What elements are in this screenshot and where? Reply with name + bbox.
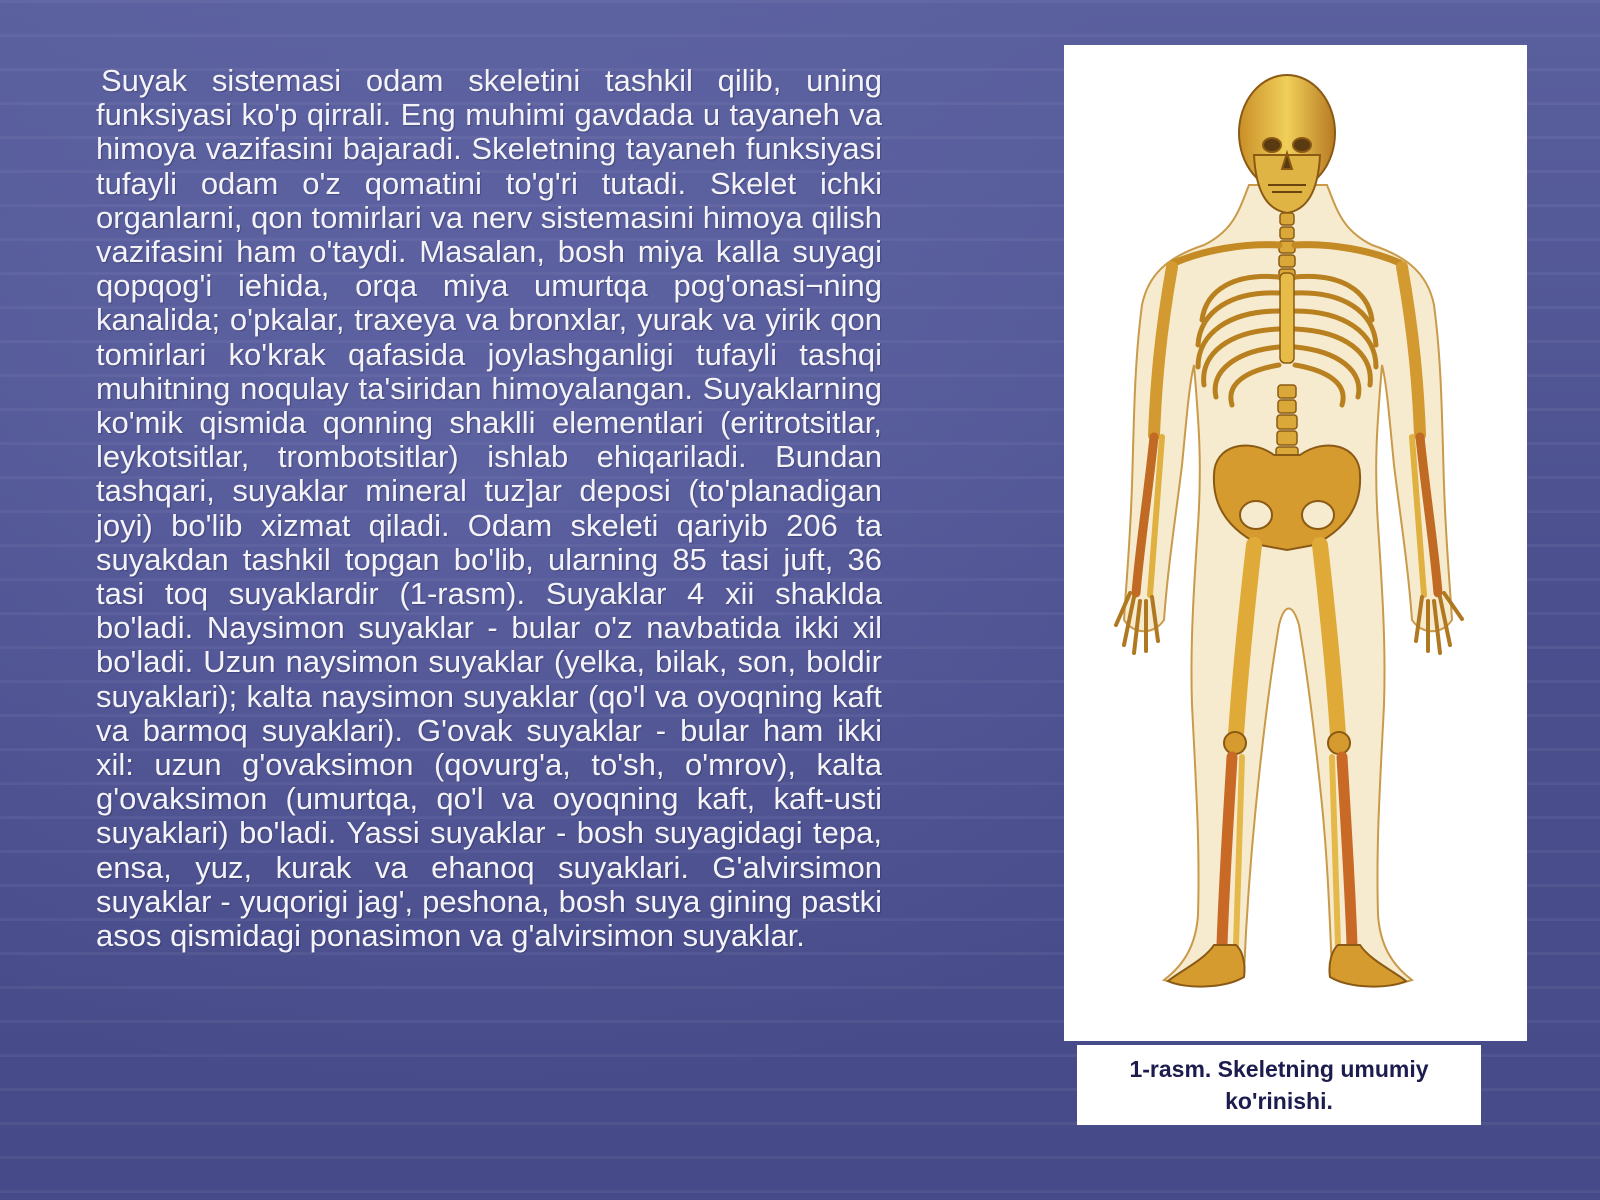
sternum <box>1280 273 1294 363</box>
figure-caption: 1-rasm. Skeletning umumiy ko'rinishi. <box>1077 1045 1481 1125</box>
skeleton-figure <box>1064 45 1527 1041</box>
body-paragraph: Suyak sistemasi odam skeletini tashkil qilib, uning funksiyasi ko'p qirrali. Eng muhimi gavdada u tayaneh va himoya vazifasini bajaradi. Skeletning tayaneh funksiyasi tufayli odam o'z qomatini to'g'ri tutadi. Skelet ichki organlarni, qon tomirlari va nerv sistemasini himoya qilish vazifasini ham o'taydi. Masalan, bosh miya kalla suyagi qopqog'i iehida, orqa miya umurtqa pog'onasi¬ning kanalida; o'pkalar, traxeya va bronxlar, yurak va yirik qon tomirlari ko'krak qafasida joylashganligi tufayli tashqi muhitning noqulay ta'siridan himoyalangan. Suyaklarning ko'mik qismida qonning shaklli elementlari (eritrotsitlar, leykotsitlar, trombotsitlar) ishlab ehiqariladi. Bundan tashqari, suyaklar mineral tuz]ar deposi (to'planadigan joyi) bo'lib xizmat qiladi. Odam skeleti qariyib 206 ta suyakdan tashkil topgan bo'lib, ularning 85 tasi juft, 36 tasi toq suyaklardir (1-rasm). Suyaklar 4 xii shaklda bo'ladi. Naysimon suyaklar - bular o'z navbatida ikki xil bo'ladi. Uzun naysimon suyaklar (yelka, bilak, son, boldir suyaklari); kalta naysimon suyaklar (qo'l va oyoqning kaft va barmoq suyaklari). G'ovak suyaklar - bular ham ikki xil: uzun g'ovaksimon (qovurg'a, to'sh, o'mrov), kalta g'ovaksimon (umurtqa, qo'l va oyoqning kaft, kaft-usti suyaklari) bo'ladi. Yassi suyaklar - bosh suyagidagi tepa, ensa, yuz, kurak va ehanoq suyaklari. G'alvirsimon suyaklar - yuqorigi jag', peshona, bosh suya gining pastki asos qismidagi ponasimon va g'alvirsimon suyaklar. <box>96 63 882 954</box>
skeleton-illustration <box>1064 45 1527 1041</box>
